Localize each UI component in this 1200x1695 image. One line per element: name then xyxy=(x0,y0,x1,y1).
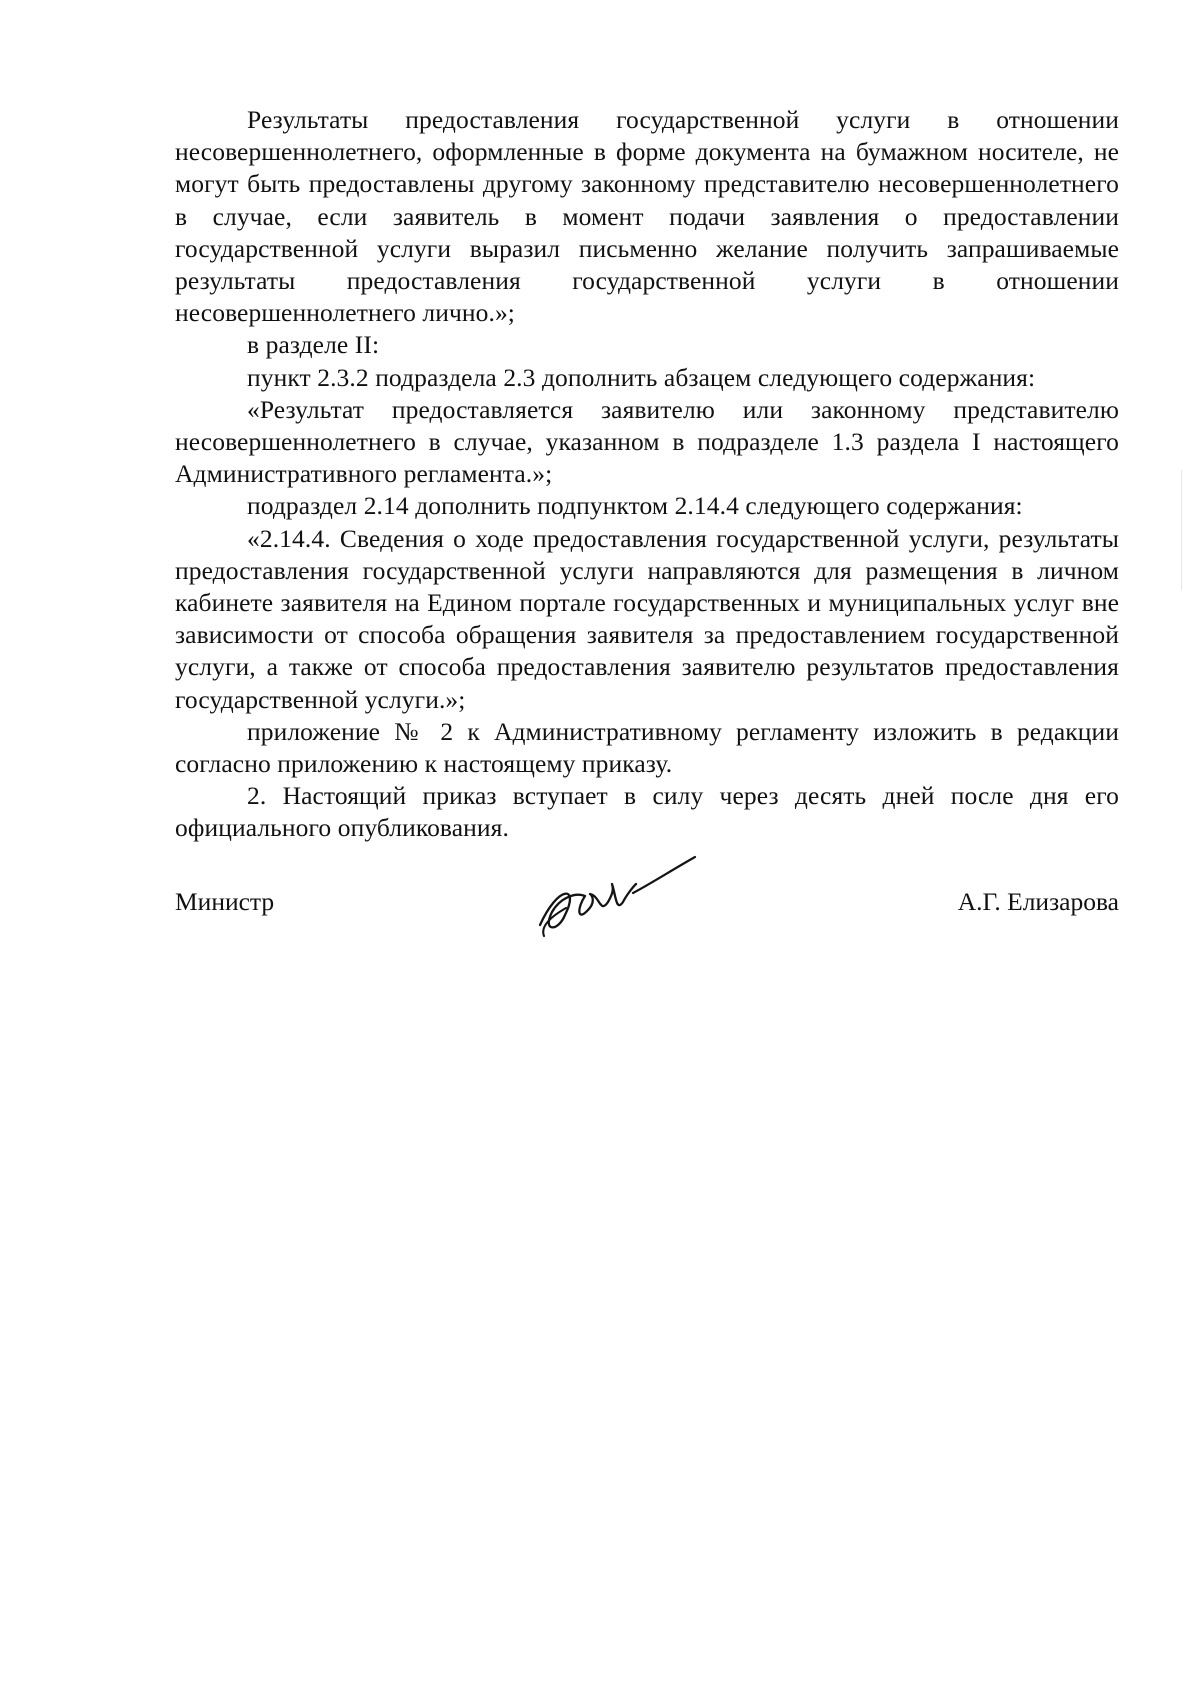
paragraph-subsection-2-14: подраздел 2.14 дополнить подпунктом 2.14.4 следующего содержания: xyxy=(247,491,1023,521)
paragraph-2-14-4-quote: «2.14.4. Сведения о ходе предоставления государственной услуги, результаты предоставления государственной услуги направляются для размещения в личном кабинете заявителя на Едином портале государственных и муниципальных услуг вне зависимости от способа обращения заявителя за предоставлением государственной услуги, а также от способа предоставления заявителю результатов предоставления государственной услуги.»; xyxy=(175,523,1119,714)
paragraph-section-ii: в разделе II: xyxy=(247,330,380,360)
scan-artifact-line xyxy=(1181,470,1182,590)
paragraph-results-minor: Результаты предоставления государственной услуги в отношении несовершеннолетнего, оформленные в форме документа на бумажном носителе, не могут быть предоставлены другому законному представителю несовершеннолетнего в случае, если заявитель в момент подачи заявления о предоставлении государственной услуги выразил письменно желание получить запрашиваемые результаты предоставления государственной услуги в отношении несовершеннолетнего лично.»; xyxy=(175,105,1119,328)
paragraph-item-2-3-2: пункт 2.3.2 подраздела 2.3 дополнить абзацем следующего содержания: xyxy=(247,362,1036,392)
document-body xyxy=(175,104,1119,845)
signer-title: Министр xyxy=(175,887,275,916)
signature-block xyxy=(175,850,1119,960)
paragraph-result-quote: «Результат предоставляется заявителю или законному представителю несовершеннолетнего в случае, указанном в подразделе 1.3 раздела I настоящего Административного регламента.»; xyxy=(175,394,1119,489)
paragraph-appendix-2: приложение № 2 к Административному регламенту изложить в редакции согласно приложению к настоящему приказу. xyxy=(175,716,1119,779)
handwritten-signature xyxy=(530,850,700,950)
paragraph-effective-date: 2. Настоящий приказ вступает в силу через десять дней после дня его официального опубликования. xyxy=(175,781,1119,843)
signer-name: А.Г. Елизарова xyxy=(957,887,1119,916)
